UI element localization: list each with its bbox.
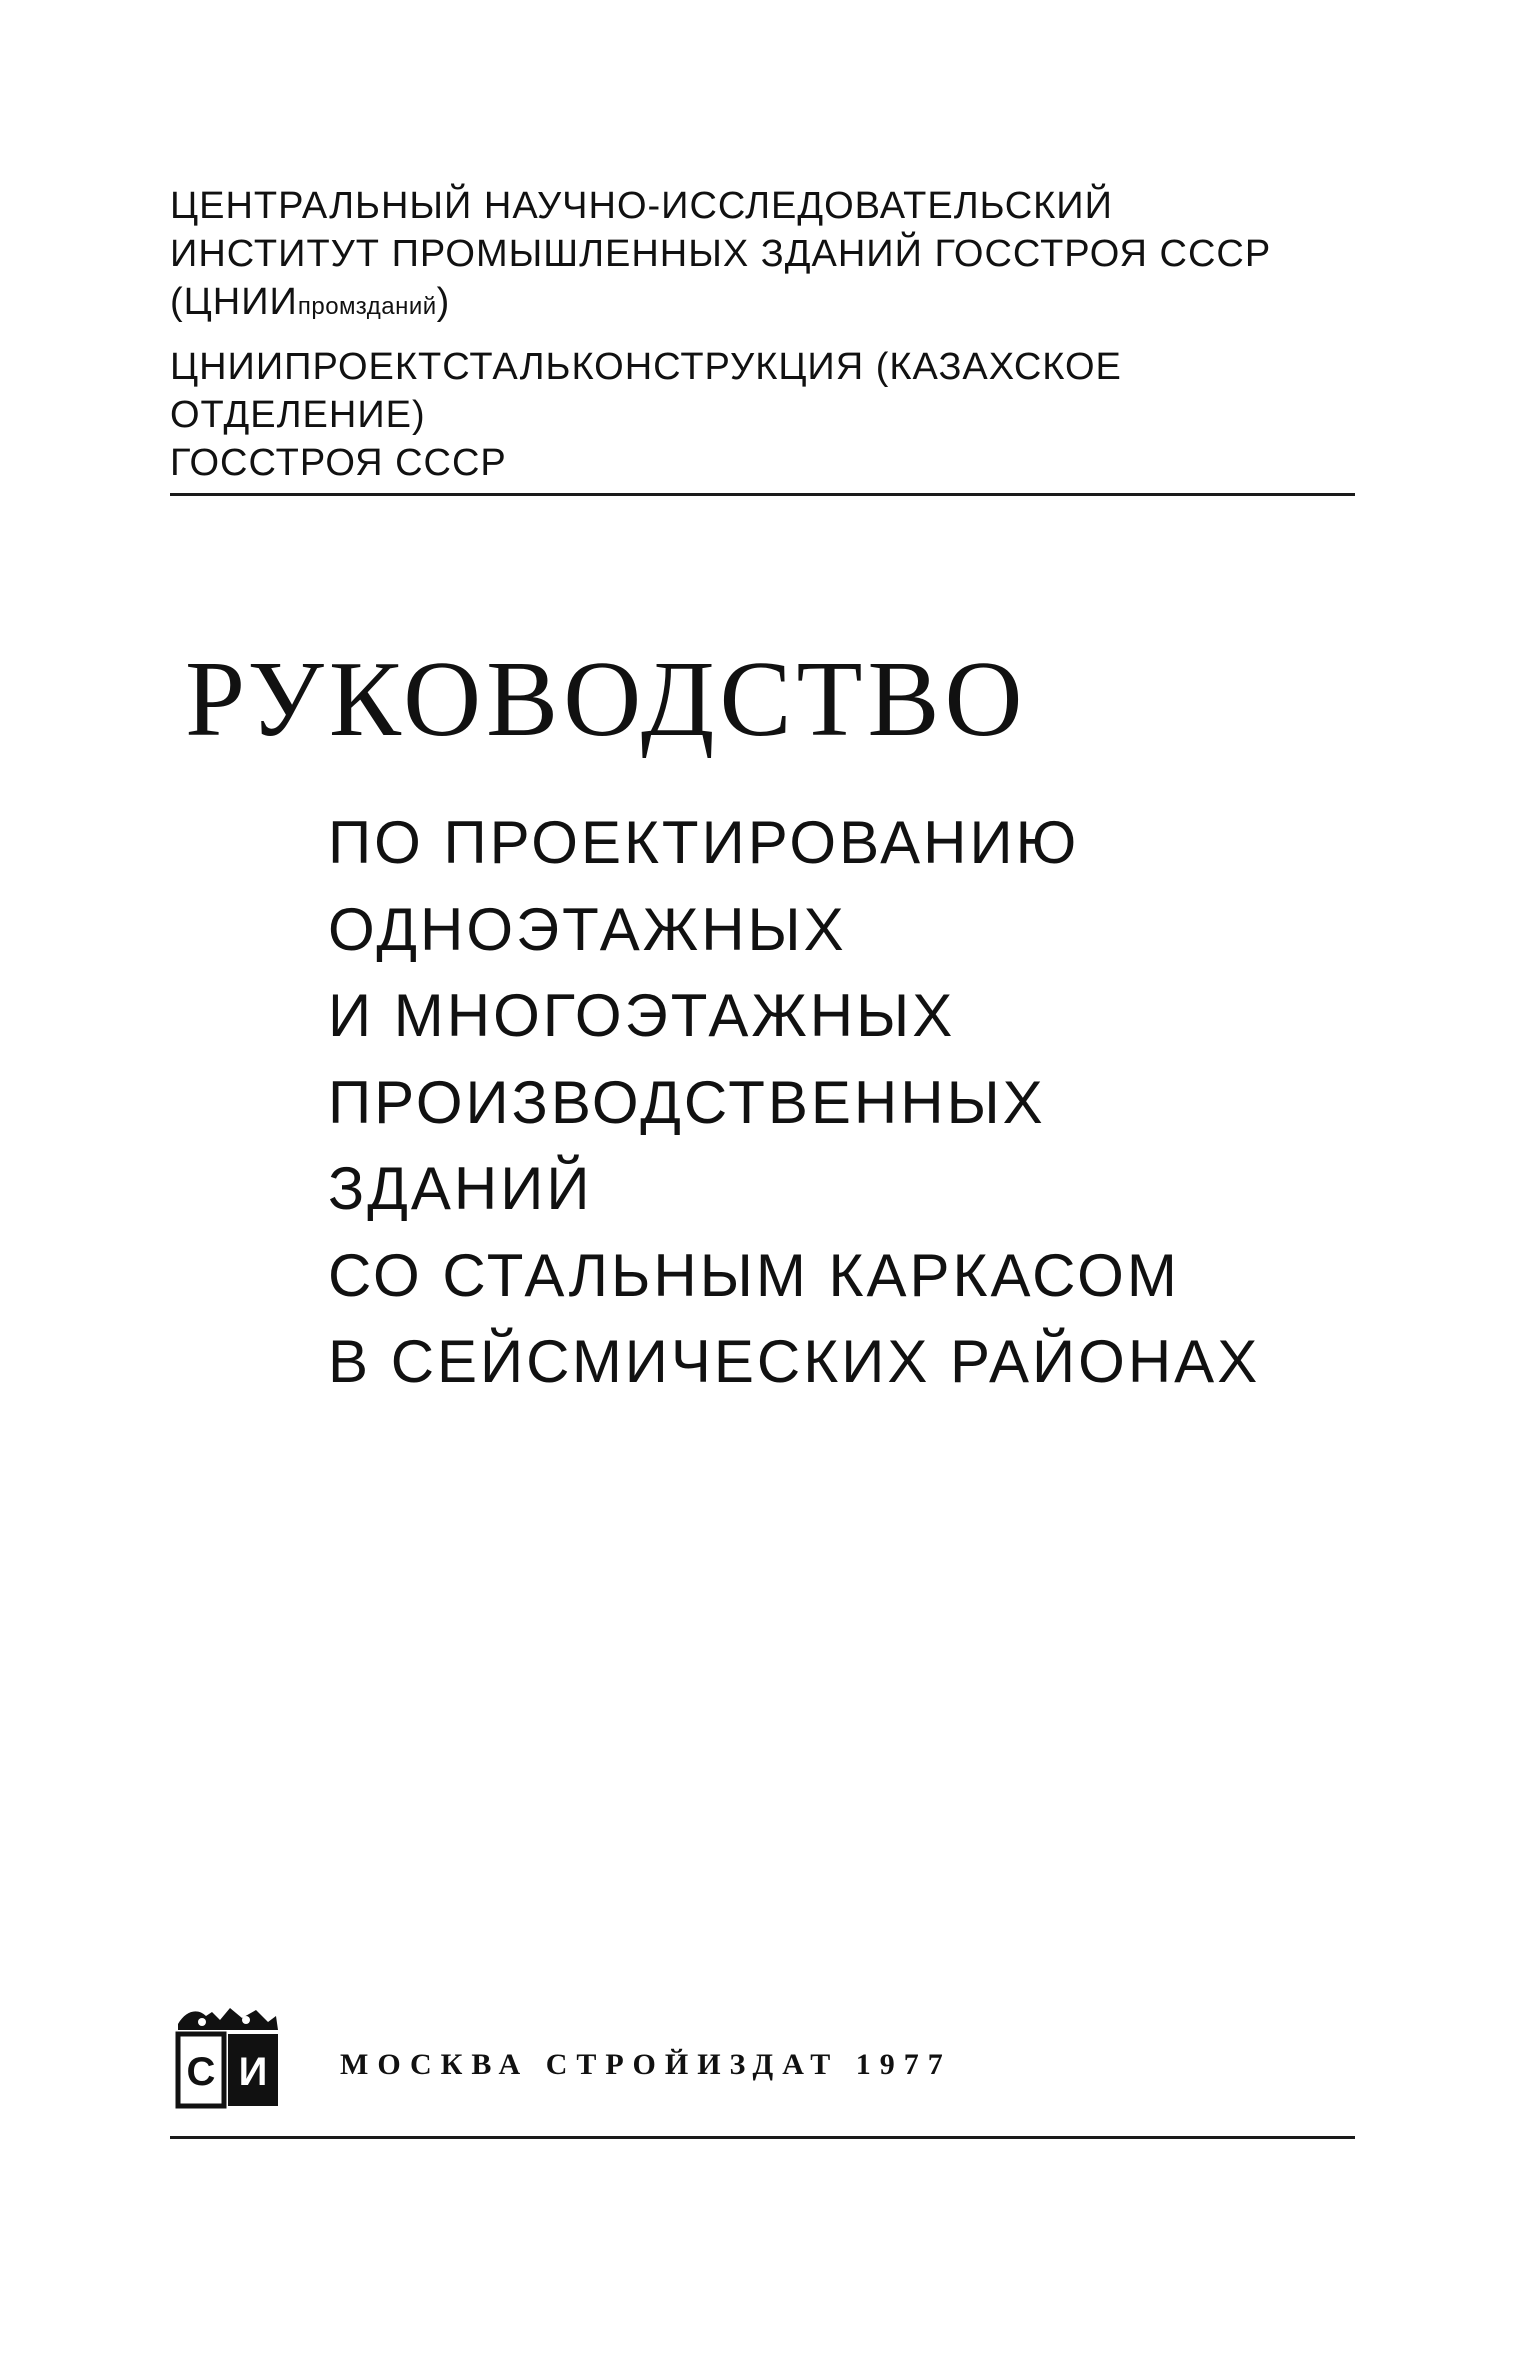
subtitle-line-2: ОДНОЭТАЖНЫХ xyxy=(328,895,847,963)
abbrev-close: ) xyxy=(436,281,451,323)
publisher-imprint-block xyxy=(172,1992,1372,2132)
organization-2-line-1: ЦНИИПРОЕКТСТАЛЬКОНСТРУКЦИЯ (КАЗАХСКОЕ xyxy=(170,346,1122,388)
stroyizdat-logo-icon xyxy=(172,2002,284,2114)
abbrev-open: (ЦНИИ xyxy=(170,281,298,323)
organization-2-line-2: ОТДЕЛЕНИЕ) xyxy=(170,394,426,436)
abbrev-small: промзданий xyxy=(297,293,437,320)
document-title: РУКОВОДСТВО xyxy=(185,640,1028,759)
logo-letter-right: И xyxy=(238,2050,268,2094)
subtitle-line-4: ПРОИЗВОДСТВЕННЫХ xyxy=(328,1068,1046,1136)
subtitle-line-3: И МНОГОЭТАЖНЫХ xyxy=(328,982,956,1049)
subtitle-line-5: ЗДАНИЙ xyxy=(328,1155,593,1222)
subtitle-line-7: В СЕЙСМИЧЕСКИХ РАЙОНАХ xyxy=(328,1328,1261,1395)
organization-1-abbreviation xyxy=(170,278,1370,331)
organization-block xyxy=(170,182,1370,487)
subtitle-line-1: ПО ПРОЕКТИРОВАНИЮ xyxy=(328,809,1080,876)
organization-2-line-3: ГОССТРОЯ СССР xyxy=(170,442,507,484)
publisher-imprint: МОСКВА СТРОЙИЗДАТ 1977 xyxy=(340,2048,952,2081)
subtitle-line-6: СО СТАЛЬНЫМ КАРКАСОМ xyxy=(328,1241,1180,1309)
organization-2 xyxy=(170,343,1370,487)
top-divider xyxy=(170,493,1355,496)
organization-1-line-2: ИНСТИТУТ ПРОМЫШЛЕННЫХ ЗДАНИЙ ГОССТРОЯ СССР xyxy=(170,233,1272,275)
bottom-divider xyxy=(170,2136,1355,2139)
document-subtitle xyxy=(328,800,1478,1406)
organization-1-line-1: ЦЕНТРАЛЬНЫЙ НАУЧНО-ИССЛЕДОВАТЕЛЬСКИЙ xyxy=(170,185,1113,227)
logo-letter-left: С xyxy=(186,2050,216,2094)
